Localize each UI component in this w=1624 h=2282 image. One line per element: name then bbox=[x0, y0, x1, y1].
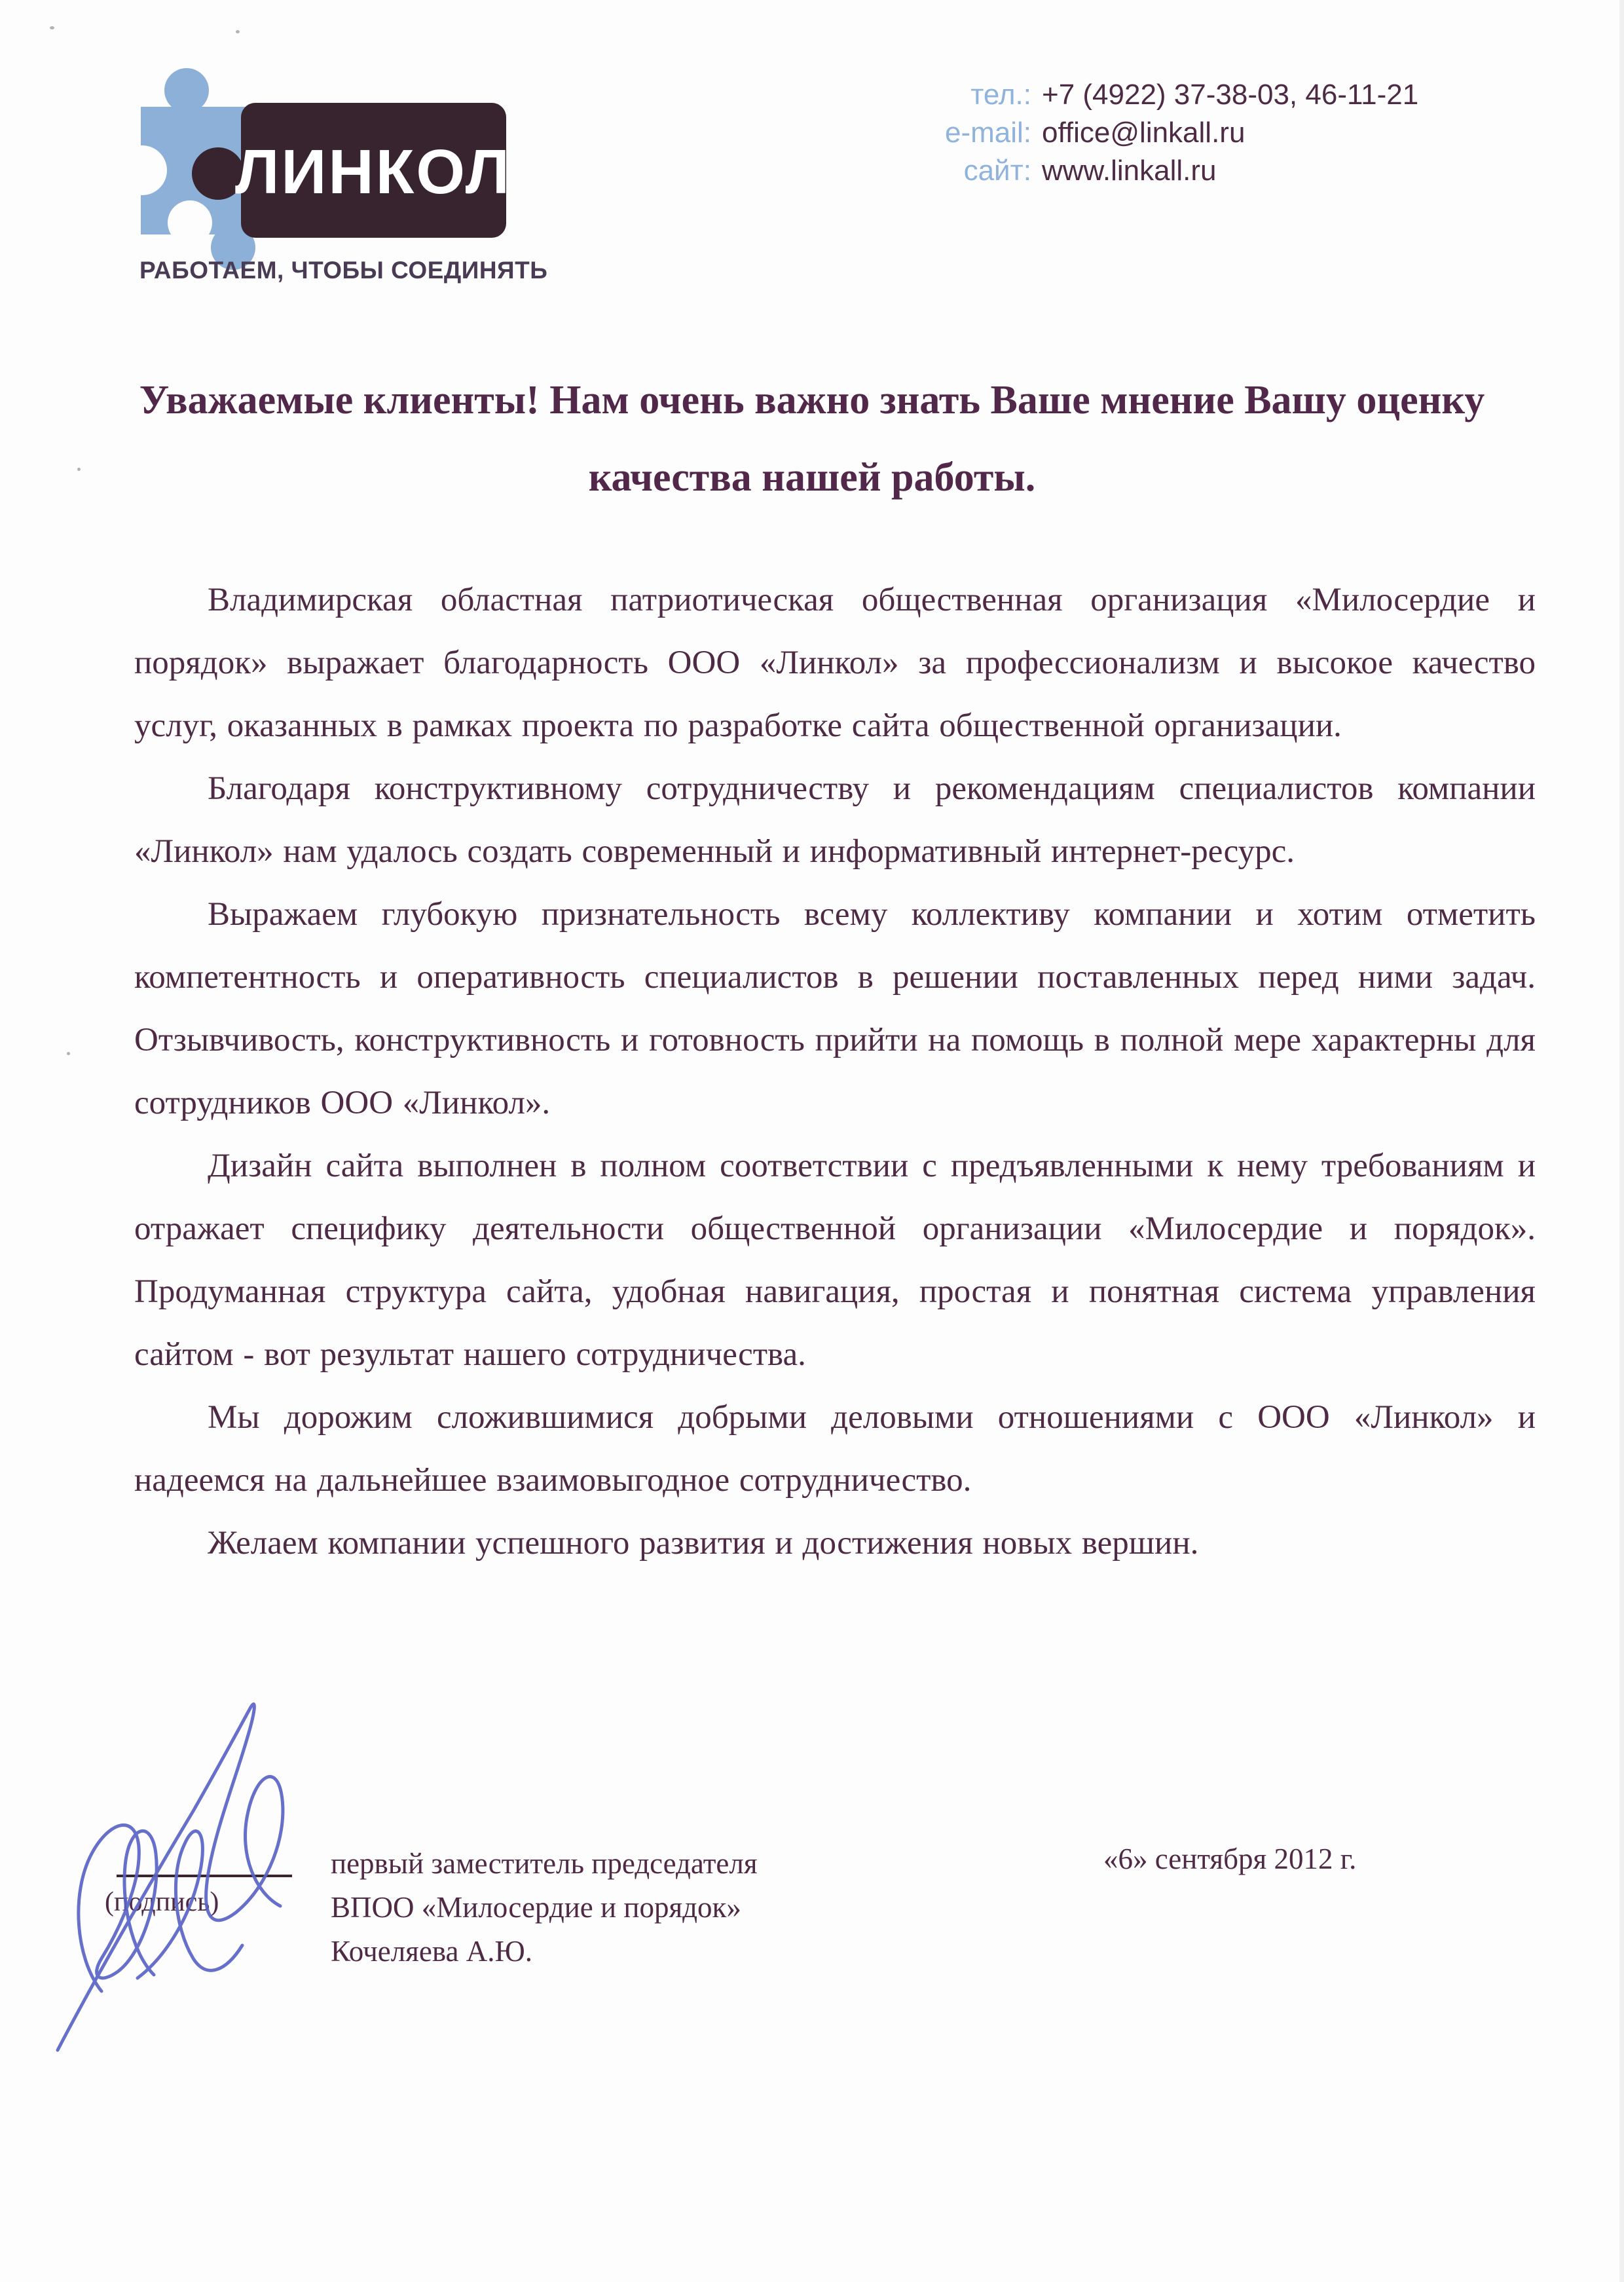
body-paragraph: Мы дорожим сложившимися добрыми деловыми отношениями с ООО «Линкол» и надеемся на дальнейшее взаимовыгодное сотрудничество. bbox=[134, 1399, 1536, 1499]
letter-heading: Уважаемые клиенты! Нам очень важно знать Ваше мнение Вашу оценку качества нашей работы. bbox=[139, 378, 1485, 500]
signature-caption: (подпись) bbox=[105, 1887, 219, 1917]
logo-tagline: РАБОТАЕМ, ЧТОБЫ СОЕДИНЯТЬ bbox=[139, 257, 548, 284]
phone-value: +7 (4922) 37-38-03, 46-11-21 bbox=[1042, 79, 1419, 111]
body-paragraph: Дизайн сайта выполнен в полном соответствии с предъявленными к нему требованиям и отражает специфику деятельности общественной организации «Милосердие и порядок». Продуманная структура сайта, удобная навигация, простая и понятная система управления сайтом - вот результат нашего сотрудничества. bbox=[134, 1148, 1536, 1373]
body-paragraph: Благодаря конструктивному сотрудничеству и рекомендациям специалистов компании «Линкол» нам удалось создать современный и информативный интернет-ресурс. bbox=[134, 770, 1536, 870]
officer-name: Кочеляева А.Ю. bbox=[331, 1935, 532, 1968]
scan-speck bbox=[67, 1052, 70, 1055]
body-paragraph: Выражаем глубокую признательность всему коллективу компании и хотим отметить компетентность и оперативность специалистов в решении поставленных перед ними задач. Отзывчивость, конструктивность и готовность прийти на помощь в полной мере характерны для сотрудников ООО «Линкол». bbox=[134, 896, 1536, 1121]
email-label: e-mail: bbox=[944, 117, 1031, 149]
contact-row-email bbox=[907, 114, 1418, 152]
logo-brand-text: ЛИНКОЛ bbox=[235, 137, 511, 207]
scan-speck bbox=[50, 26, 54, 29]
phone-label: тел.: bbox=[970, 79, 1031, 111]
linkol-logo bbox=[134, 58, 527, 280]
scan-speck bbox=[236, 30, 240, 33]
officer-title: первый заместитель председателя bbox=[331, 1847, 758, 1880]
website-label: сайт: bbox=[963, 155, 1031, 187]
scan-speck bbox=[77, 468, 81, 471]
body-paragraph: Владимирская областная патриотическая общественная организация «Милосердие и порядок» выражает благодарность ООО «Линкол» за профессионализм и высокое качество услуг, оказанных в рамках проекта по разработке сайта общественной организации. bbox=[134, 582, 1536, 744]
letter-body bbox=[134, 569, 1536, 1575]
contact-row-website bbox=[907, 152, 1418, 190]
letter-date: «6» сентября 2012 г. bbox=[1103, 1842, 1357, 1875]
contact-row-phone bbox=[907, 76, 1418, 114]
body-paragraph: Желаем компании успешного развития и достижения новых вершин. bbox=[208, 1525, 1199, 1562]
officer-organization: ВПОО «Милосердие и порядок» bbox=[331, 1891, 741, 1924]
email-value: office@linkall.ru bbox=[1042, 117, 1246, 149]
scan-edge-shadow bbox=[1619, 0, 1624, 2282]
contact-block bbox=[907, 76, 1418, 190]
website-value: www.linkall.ru bbox=[1042, 155, 1217, 187]
handwritten-signature-icon bbox=[39, 1677, 406, 2070]
